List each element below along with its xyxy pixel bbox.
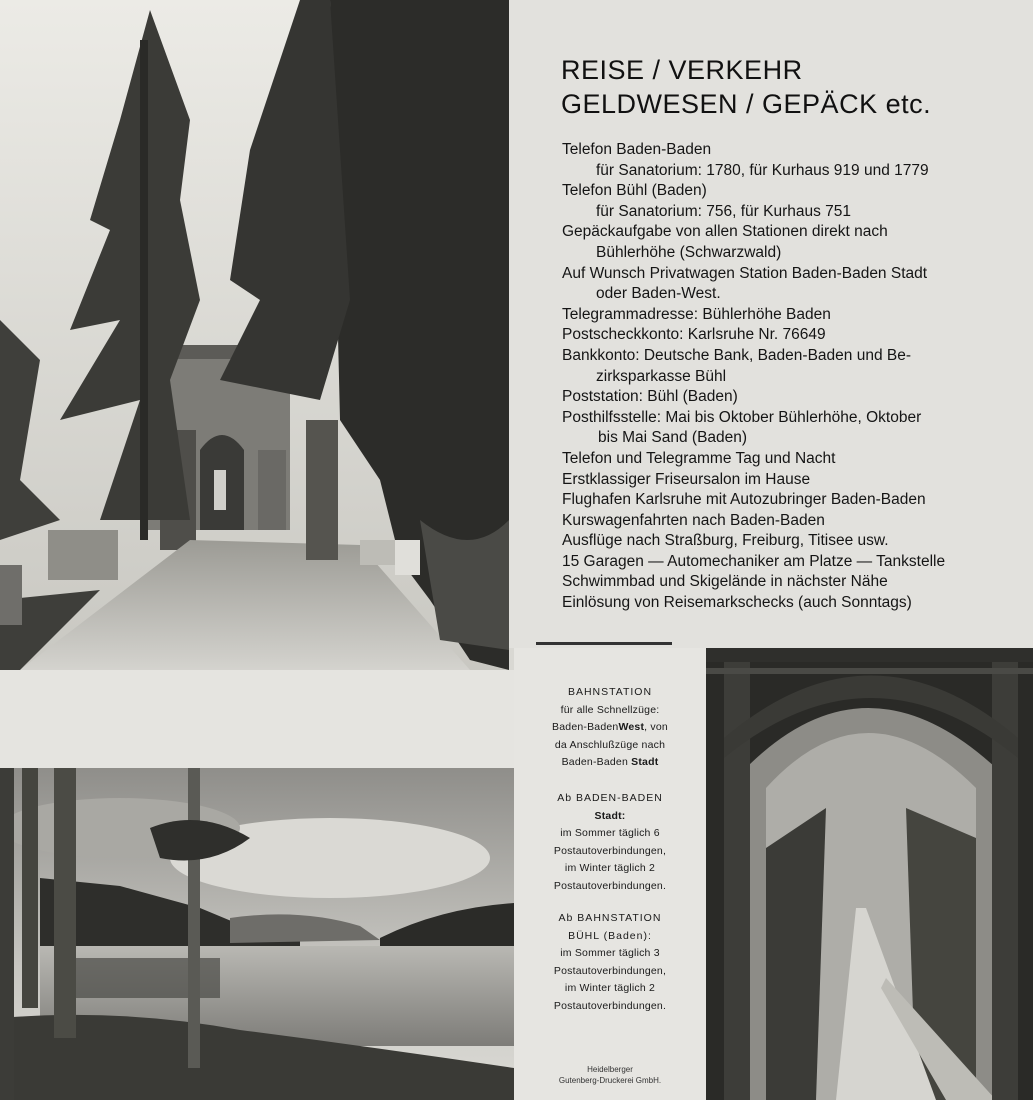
info-line: Gepäckaufgabe von allen Stationen direkt nach xyxy=(562,223,888,241)
info-item xyxy=(562,305,1002,326)
station-text-bold: Stadt xyxy=(631,756,659,769)
info-line: Telefon und Telegramme Tag und Nacht xyxy=(562,449,836,467)
info-line: Bühlerhöhe (Schwarzwald) xyxy=(596,243,782,261)
info-line: Auf Wunsch Privatwagen Station Baden-Baden Stadt xyxy=(562,264,928,282)
station-text: , von xyxy=(644,721,668,734)
station-line: Postautoverbindungen, xyxy=(553,844,667,857)
info-item xyxy=(562,449,1002,470)
info-line: bis Mai Sand (Baden) xyxy=(598,429,748,447)
info-line: Posthilfsstelle: Mai bis Oktober Bühlerhöhe, Oktober xyxy=(562,408,922,426)
sanatorium-entrance-image xyxy=(0,0,509,670)
station-text: Baden-Baden xyxy=(552,721,619,734)
info-item xyxy=(562,511,1002,532)
info-line: Kurswagenfahrten nach Baden-Baden xyxy=(562,511,825,529)
info-line: 15 Garagen — Automechaniker am Platze — Tankstelle xyxy=(562,552,946,570)
info-item xyxy=(562,264,1002,305)
station-info-panel xyxy=(514,648,706,1100)
info-item xyxy=(562,181,1002,222)
info-line: Bankkonto: Deutsche Bank, Baden-Baden und Be- xyxy=(562,346,911,364)
info-line: Einlösung von Reisemarkschecks (auch Sonntags) xyxy=(562,594,912,612)
sanatorium-entrance-photo xyxy=(0,0,509,670)
travel-info-list xyxy=(562,140,1002,614)
station-line: im Winter täglich 2 xyxy=(564,982,656,995)
baden-baden-subtitle: Stadt: xyxy=(594,809,626,822)
station-line: da Anschlußzüge nach xyxy=(554,738,666,751)
station-line xyxy=(514,754,706,772)
info-line: oder Baden-West. xyxy=(596,285,721,303)
info-item xyxy=(562,325,1002,346)
station-line: Postautoverbindungen. xyxy=(553,879,667,892)
info-item xyxy=(562,593,1002,614)
station-line: Postautoverbindungen, xyxy=(553,964,667,977)
info-line: für Sanatorium: 1780, für Kurhaus 919 und 1779 xyxy=(596,161,929,179)
buehl-title: Ab BAHNSTATION xyxy=(558,912,662,924)
info-line: für Sanatorium: 756, für Kurhaus 751 xyxy=(596,202,852,220)
archway-image xyxy=(706,648,1033,1100)
info-line: Telegrammadresse: Bühlerhöhe Baden xyxy=(562,305,831,323)
info-line: Postscheckkonto: Karlsruhe Nr. 76649 xyxy=(562,326,826,344)
info-item xyxy=(562,470,1002,491)
station-text: Baden-Baden xyxy=(561,756,632,769)
buehl-subtitle: BÜHL (Baden): xyxy=(568,929,652,942)
station-line: im Sommer täglich 6 xyxy=(560,827,660,840)
info-item xyxy=(562,552,1002,573)
baden-baden-block xyxy=(514,790,706,896)
info-line: Telefon Baden-Baden xyxy=(562,141,712,158)
info-line: Schwimmbad und Skigelände in nächster Nähe xyxy=(562,573,888,591)
info-item xyxy=(562,531,1002,552)
info-line: zirksparkasse Bühl xyxy=(596,367,727,385)
station-text-bold: West xyxy=(618,721,645,734)
info-item xyxy=(562,572,1002,593)
imprint-line: Gutenberg-Druckerei GmbH. xyxy=(558,1076,662,1085)
bahnstation-block xyxy=(514,684,706,772)
travel-info-panel xyxy=(509,0,1033,648)
imprint-line: Heidelberger xyxy=(587,1065,633,1074)
info-item xyxy=(562,140,1002,181)
baden-baden-title: Ab BADEN-BADEN xyxy=(557,792,663,804)
station-line: für alle Schnellzüge: xyxy=(560,703,660,716)
info-line: Poststation: Bühl (Baden) xyxy=(562,388,738,406)
buehl-block xyxy=(514,910,706,1016)
station-line xyxy=(514,719,706,737)
archway-photo xyxy=(706,648,1033,1100)
info-line: Telefon Bühl (Baden) xyxy=(562,182,707,200)
info-line: Flughafen Karlsruhe mit Autozubringer Baden-Baden xyxy=(562,491,926,509)
info-item xyxy=(562,346,1002,387)
blank-strip xyxy=(0,670,514,768)
station-line: Postautoverbindungen. xyxy=(553,999,667,1012)
info-item xyxy=(562,387,1002,408)
printer-imprint xyxy=(514,1064,706,1086)
info-line: Erstklassiger Friseursalon im Hause xyxy=(562,470,811,488)
lake-photo xyxy=(0,768,514,1100)
divider-rule xyxy=(536,642,672,645)
station-line: im Winter täglich 2 xyxy=(564,862,656,875)
lake-image xyxy=(0,768,514,1100)
info-item xyxy=(562,490,1002,511)
heading-line-1: REISE / VERKEHR xyxy=(561,55,803,85)
info-line: Ausflüge nach Straßburg, Freiburg, Titisee usw. xyxy=(562,532,889,550)
info-item xyxy=(562,222,1002,263)
info-item xyxy=(562,408,1002,449)
heading-line-2: GELDWESEN / GEPÄCK etc. xyxy=(561,89,932,119)
station-line: im Sommer täglich 3 xyxy=(560,947,660,960)
bahnstation-title: BAHNSTATION xyxy=(567,686,653,698)
